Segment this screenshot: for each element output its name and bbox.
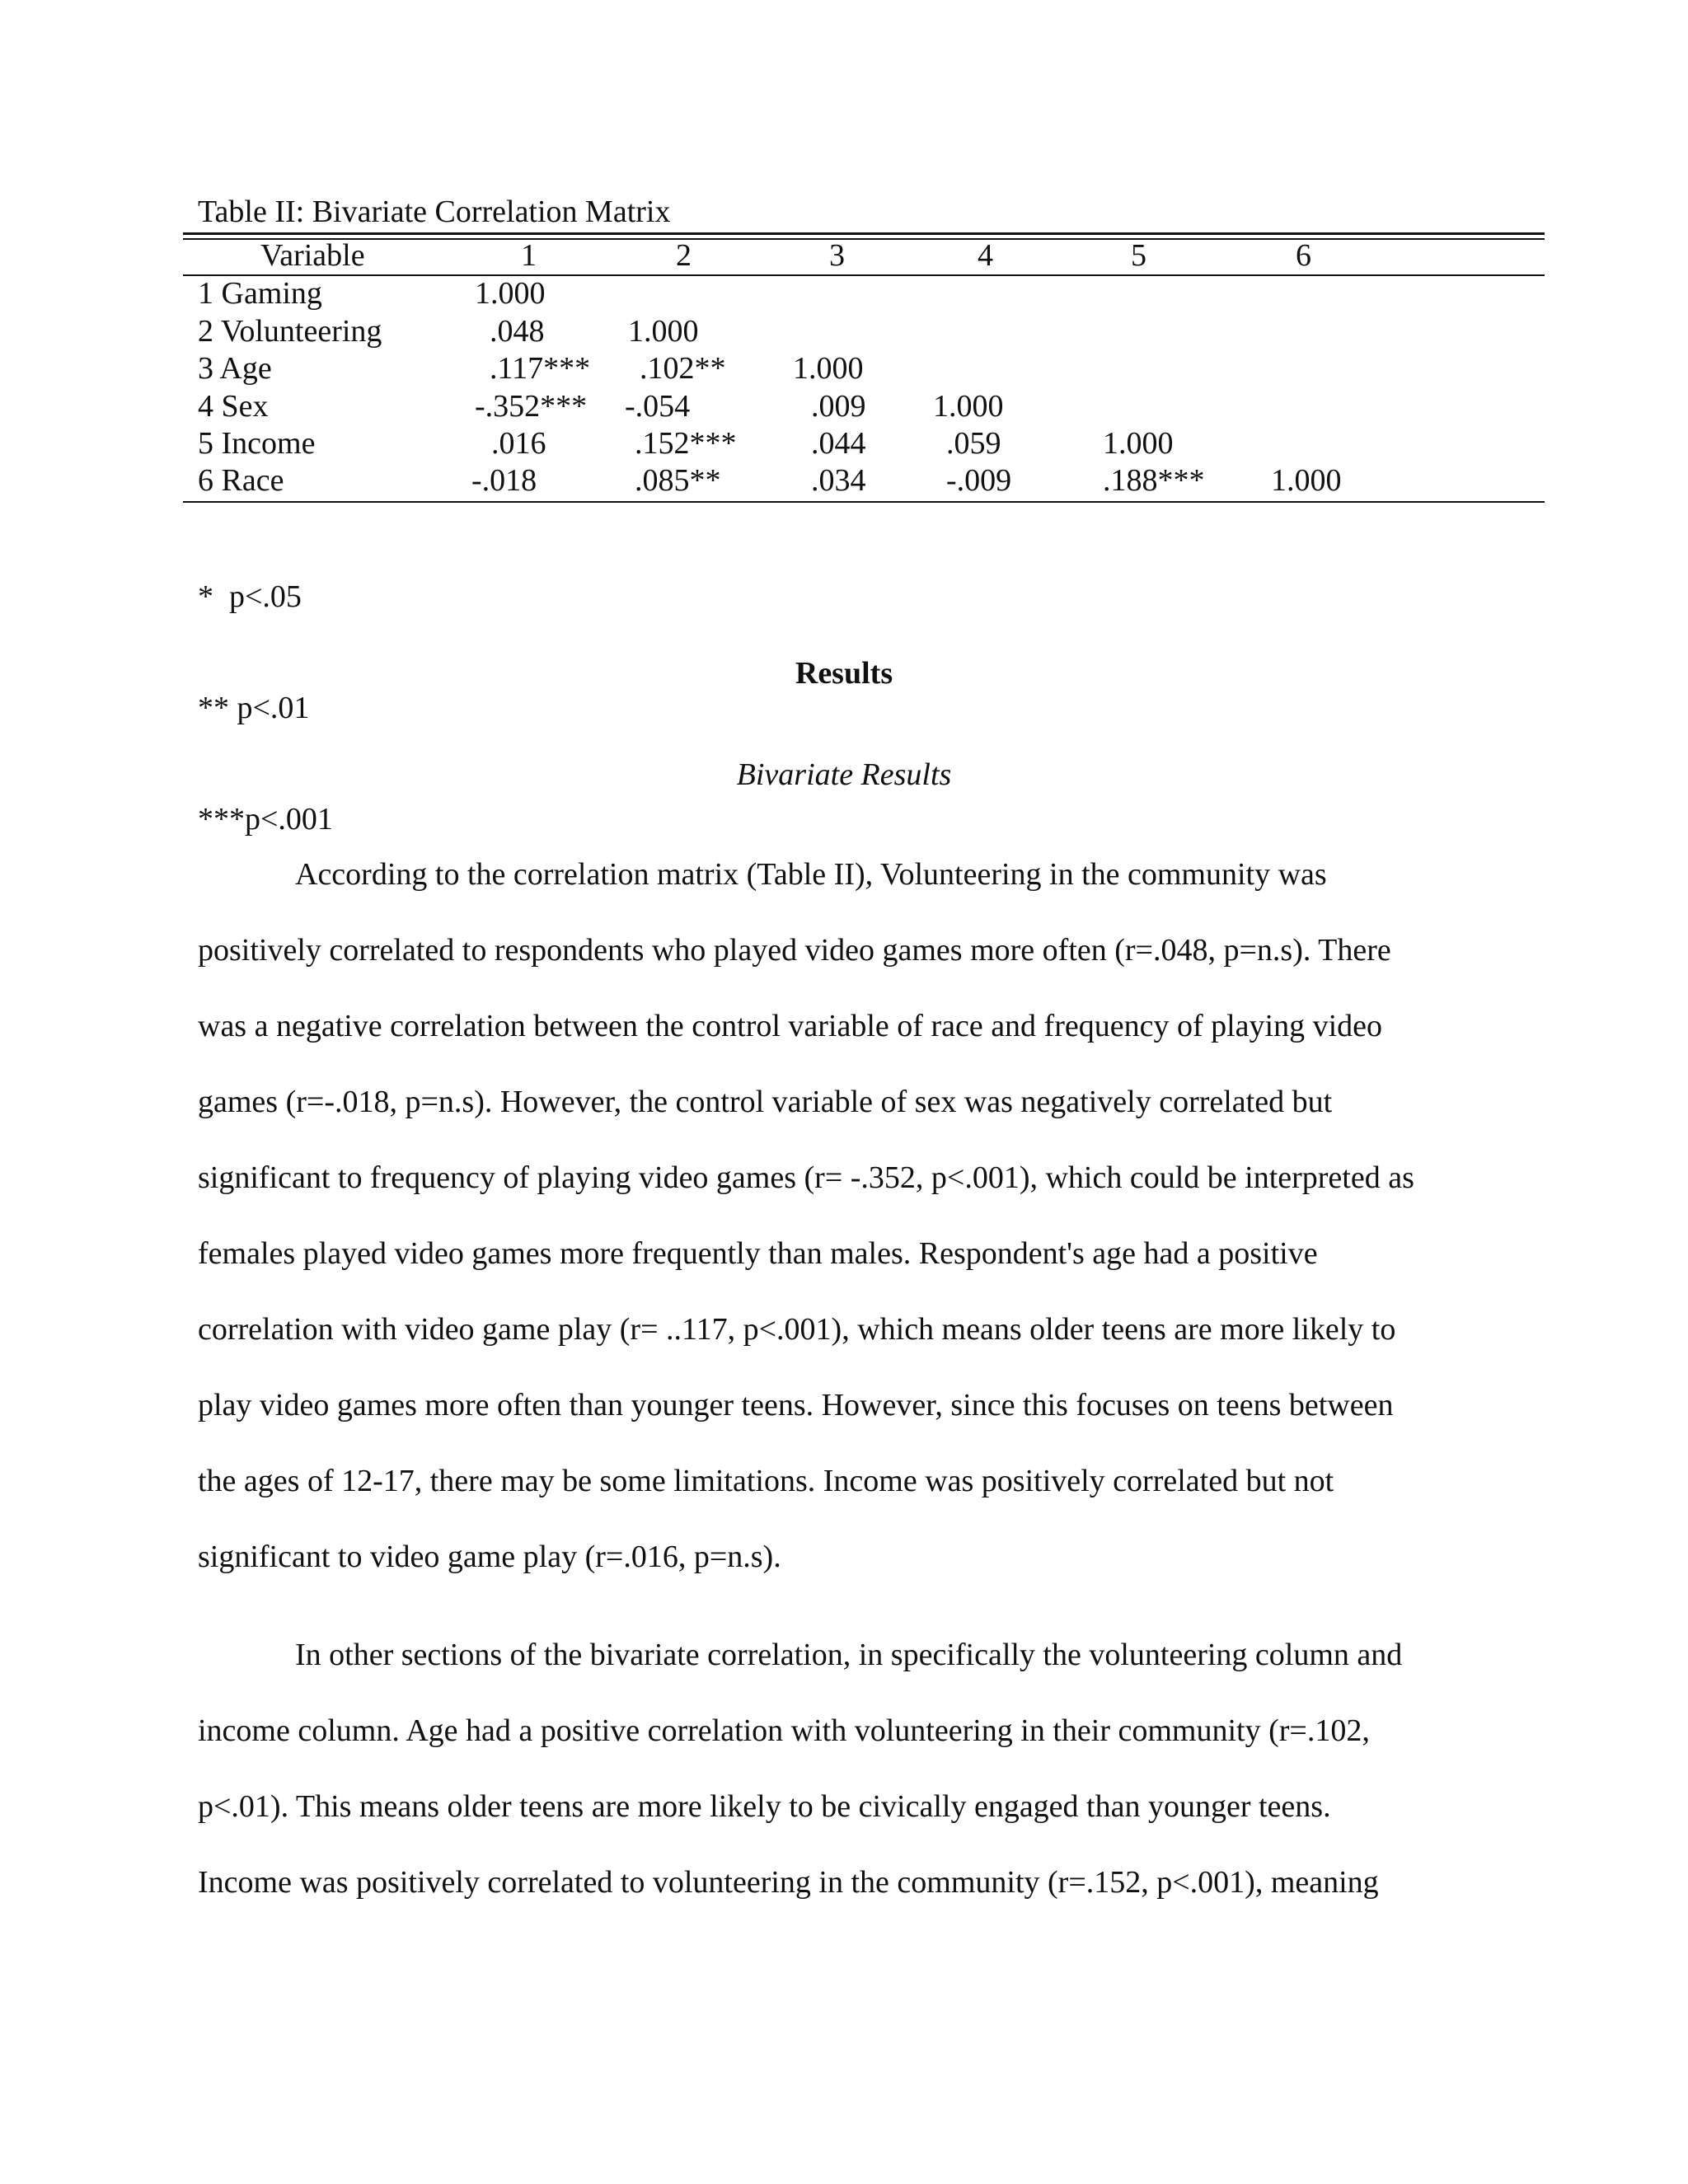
table-cell: .085** — [635, 463, 721, 498]
table-header-col-2: 2 — [676, 238, 692, 273]
table-top-rule — [183, 232, 1545, 235]
table-header-col-6: 6 — [1296, 238, 1311, 273]
paragraph-line: play video games more often than younger teens. However, since this focuses on teens between — [198, 1388, 1394, 1422]
table-cell: .044 — [811, 426, 866, 461]
table-note: * p<.05 — [198, 579, 302, 614]
table-cell: 1.000 — [933, 389, 1004, 424]
table-cell: -.054 — [625, 389, 691, 424]
table-cell: -.352*** — [475, 389, 588, 424]
table-cell: 1.000 — [1271, 463, 1342, 498]
paragraph-line: significant to frequency of playing video games (r= -.352, p<.001), which could be interpreted as — [198, 1160, 1414, 1195]
table-cell: 1.000 — [628, 314, 699, 349]
table-header-col-1: 1 — [521, 238, 537, 273]
paragraph-line: females played video games more frequently than males. Respondent's age had a positive — [198, 1236, 1318, 1271]
table-cell: .034 — [811, 463, 866, 498]
table-bottom-rule — [183, 501, 1545, 503]
paragraph-line: significant to video game play (r=.016, p=n.s). — [198, 1540, 781, 1574]
paragraph-line: was a negative correlation between the control variable of race and frequency of playing video — [198, 1009, 1383, 1043]
paragraph-line: In other sections of the bivariate correlation, in specifically the volunteering column and — [295, 1638, 1403, 1672]
paragraph-1 — [198, 837, 1414, 1595]
table-note: ***p<.001 — [198, 802, 333, 837]
table-row-label: 5 Income — [198, 426, 316, 461]
table-cell: .009 — [811, 389, 866, 424]
paragraph-2 — [198, 1617, 1402, 1920]
paragraph-line: According to the correlation matrix (Table II), Volunteering in the community was — [295, 857, 1327, 892]
paragraph-line: correlation with video game play (r= ..117, p<.001), which means older teens are more likely to — [198, 1312, 1396, 1347]
table-header-col-4: 4 — [978, 238, 993, 273]
table-cell: 1.000 — [1103, 426, 1174, 461]
paragraph-line: positively correlated to respondents who played video games more often (r=.048, p=n.s). There — [198, 933, 1391, 968]
table-row-label: 3 Age — [198, 351, 272, 386]
section-heading-results: Results — [795, 656, 893, 691]
paragraph-line: p<.01). This means older teens are more likely to be civically engaged than younger teens. — [198, 1789, 1331, 1824]
paragraph-line: games (r=-.018, p=n.s). However, the control variable of sex was negatively correlated but — [198, 1085, 1333, 1119]
table-cell: .048 — [490, 314, 545, 349]
paragraph-line: income column. Age had a positive correlation with volunteering in their community (r=.102, — [198, 1713, 1370, 1748]
table-note: ** p<.01 — [198, 691, 310, 725]
table-cell: 1.000 — [793, 351, 864, 386]
table-header-rule — [183, 274, 1545, 276]
table-cell: .059 — [946, 426, 1001, 461]
table-cell: .152*** — [635, 426, 737, 461]
paragraph-line: the ages of 12-17, there may be some limitations. Income was positively correlated but not — [198, 1464, 1334, 1498]
table-row-label: 1 Gaming — [198, 276, 322, 311]
table-cell: 1.000 — [475, 276, 546, 311]
subsection-heading-bivariate: Bivariate Results — [736, 757, 952, 792]
table-header-col-5: 5 — [1131, 238, 1146, 273]
table-top-rule-double — [183, 238, 1545, 240]
table-cell: .102** — [640, 351, 726, 386]
table-cell: .117*** — [490, 351, 591, 386]
table-cell: -.018 — [471, 463, 537, 498]
table-header-col-3: 3 — [829, 238, 845, 273]
table-row-label: 6 Race — [198, 463, 284, 498]
table-title: Table II: Bivariate Correlation Matrix — [198, 194, 671, 229]
table-header-variable: Variable — [260, 238, 365, 273]
table-cell: .016 — [491, 426, 546, 461]
paragraph-line: Income was positively correlated to volunteering in the community (r=.152, p<.001), meaning — [198, 1865, 1379, 1900]
table-row-label: 4 Sex — [198, 389, 269, 424]
table-row-label: 2 Volunteering — [198, 314, 382, 349]
table-cell: -.009 — [946, 463, 1012, 498]
table-cell: .188*** — [1103, 463, 1205, 498]
